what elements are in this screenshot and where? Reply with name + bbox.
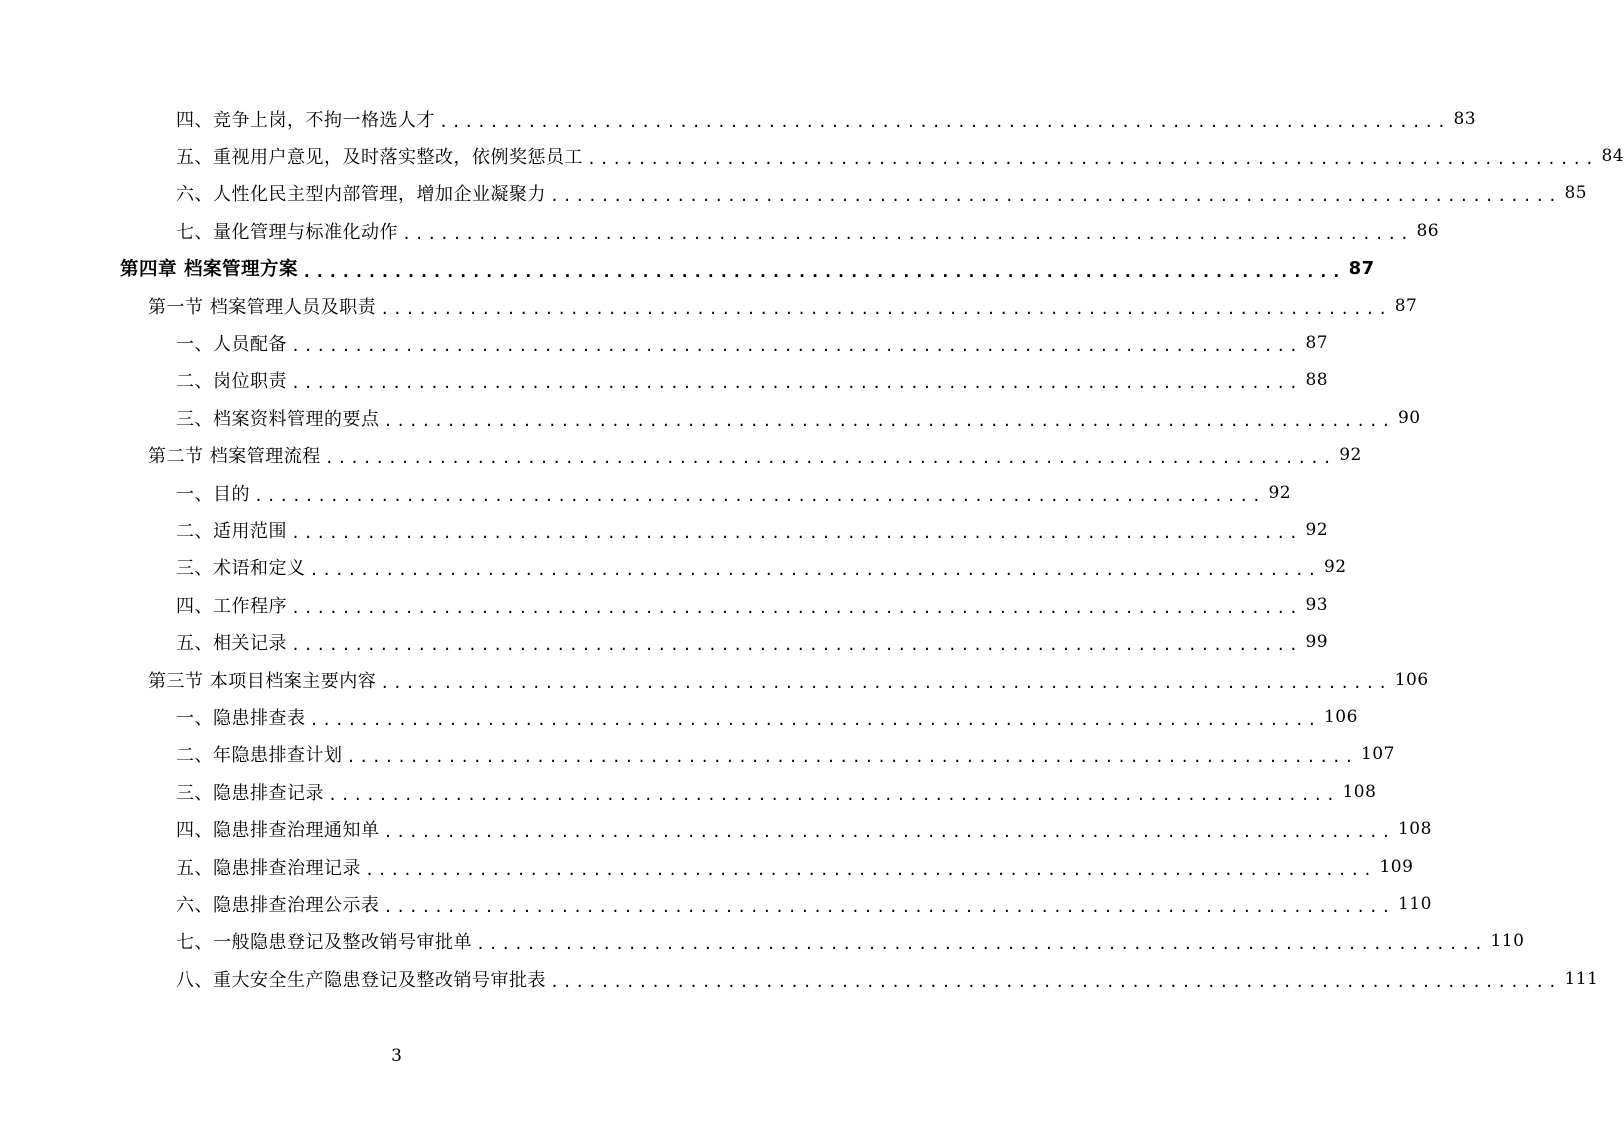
toc-entry[interactable] [0, 810, 1432, 847]
toc-entry[interactable] [0, 511, 1329, 548]
toc-entry[interactable] [0, 923, 1525, 960]
toc-entry-page: 111 [1564, 968, 1599, 989]
toc-entry[interactable] [0, 362, 1329, 399]
toc-leader-dots: ................................................................................ [309, 710, 1320, 729]
toc-entry-page: 92 [1323, 557, 1347, 578]
toc-entry-title: 一、目的 [176, 483, 250, 505]
page-number: 3 [391, 1046, 402, 1066]
toc-entry-title: 一、隐患排查表 [176, 707, 306, 729]
toc-leader-dots: ................................................................................ [291, 598, 1302, 617]
toc-leader-dots: ................................................................................ [550, 972, 1561, 991]
toc-entry[interactable] [0, 623, 1329, 660]
toc-entry-page: 88 [1305, 370, 1329, 391]
toc-entry-title: 六、隐患排查治理公示表 [176, 894, 380, 916]
toc-entry-page: 108 [1342, 781, 1377, 802]
toc-chapter-title: 第四章 档案管理方案 [120, 259, 298, 281]
toc-entry-title: 四、竞争上岗，不拘一格选人才 [176, 109, 435, 131]
toc-entry-page: 106 [1323, 706, 1358, 727]
toc-leader-dots: ................................................................................ [439, 112, 1450, 131]
toc-entry[interactable] [0, 212, 1440, 249]
toc-entry-page: 108 [1397, 819, 1432, 840]
toc-section-entry[interactable] [0, 661, 1429, 698]
toc-entry[interactable] [0, 960, 1599, 997]
toc-entry-title: 四、工作程序 [176, 595, 287, 617]
toc-entry-title: 二、适用范围 [176, 520, 287, 542]
toc-chapter-page: 87 [1348, 257, 1375, 279]
toc-section-page: 92 [1339, 445, 1362, 466]
toc-entry-page: 83 [1453, 108, 1477, 129]
toc-entry-page: 99 [1305, 632, 1329, 653]
toc-entry-title: 二、年隐患排查计划 [176, 745, 343, 767]
toc-leader-dots: ................................................................................ [324, 449, 1336, 468]
toc-leader-dots: ................................................................................ [402, 224, 1413, 243]
toc-entry-title: 三、术语和定义 [176, 558, 306, 580]
toc-leader-dots: ................................................................................ [476, 935, 1487, 954]
toc-entry-title: 五、重视用户意见，及时落实整改，依例奖惩员工 [176, 147, 583, 169]
toc-section-title: 第一节 档案管理人员及职责 [148, 296, 377, 318]
toc-entry-title: 七、量化管理与标准化动作 [176, 221, 398, 243]
table-of-contents [0, 100, 1624, 997]
toc-leader-dots: ................................................................................ [346, 748, 1357, 767]
toc-entry[interactable] [0, 175, 1588, 212]
toc-entry-title: 七、一般隐患登记及整改销号审批单 [176, 932, 472, 954]
toc-chapter-entry[interactable] [0, 250, 1375, 287]
toc-entry-page: 85 [1564, 183, 1588, 204]
toc-entry-page: 107 [1360, 744, 1395, 765]
toc-section-entry[interactable] [0, 287, 1418, 324]
toc-entry[interactable] [0, 324, 1329, 361]
toc-entry[interactable] [0, 848, 1414, 885]
toc-entry-page: 92 [1268, 482, 1292, 503]
toc-entry-page: 90 [1397, 407, 1421, 428]
toc-entry[interactable] [0, 586, 1329, 623]
toc-section-title: 第三节 本项目档案主要内容 [148, 670, 377, 692]
toc-entry-page: 110 [1397, 893, 1432, 914]
toc-entry[interactable] [0, 549, 1347, 586]
toc-leader-dots: ................................................................................ [291, 636, 1302, 655]
toc-leader-dots: ................................................................................ [383, 823, 1394, 842]
toc-entry[interactable] [0, 474, 1292, 511]
toc-entry-page: 86 [1416, 220, 1440, 241]
toc-leader-dots: ................................................................................ [291, 374, 1302, 393]
toc-leader-dots: ................................................................................ [550, 187, 1561, 206]
toc-entry-page: 109 [1379, 856, 1414, 877]
toc-leader-dots: ................................................................................ [309, 561, 1320, 580]
toc-entry-page: 87 [1305, 333, 1329, 354]
toc-entry-page: 110 [1490, 931, 1525, 952]
toc-section-page: 87 [1394, 295, 1418, 316]
toc-entry-title: 四、隐患排查治理通知单 [176, 820, 380, 842]
toc-entry-title: 二、岗位职责 [176, 371, 287, 393]
toc-entry-title: 五、相关记录 [176, 633, 287, 655]
toc-entry[interactable] [0, 773, 1377, 810]
toc-entry-title: 八、重大安全生产隐患登记及整改销号审批表 [176, 969, 546, 991]
toc-entry[interactable] [0, 137, 1624, 174]
toc-section-entry[interactable] [0, 437, 1362, 474]
toc-leader-dots: ................................................................................ [328, 785, 1339, 804]
toc-entry-title: 三、隐患排查记录 [176, 782, 324, 804]
toc-leader-dots: ................................................................................ [291, 337, 1302, 356]
toc-section-title: 第二节 档案管理流程 [148, 446, 321, 468]
toc-leader-dots: ................................................................................ [365, 860, 1376, 879]
toc-entry[interactable] [0, 885, 1432, 922]
toc-leader-dots: ................................................................................ [383, 411, 1394, 430]
toc-leader-dots: ................................................................................ [380, 673, 1391, 692]
toc-entry[interactable] [0, 399, 1421, 436]
toc-leader-dots: ................................................................................ [383, 897, 1394, 916]
toc-entry[interactable] [0, 736, 1395, 773]
toc-entry-page: 92 [1305, 519, 1329, 540]
toc-entry-page: 84 [1601, 146, 1624, 167]
toc-entry[interactable] [0, 100, 1477, 137]
toc-leader-dots: ................................................................................ [380, 299, 1391, 318]
toc-entry-title: 一、人员配备 [176, 334, 287, 356]
toc-leader-dots: ................................................................................ [254, 486, 1265, 505]
toc-leader-dots: ................................................................................ [301, 261, 1345, 281]
toc-entry-title: 三、档案资料管理的要点 [176, 408, 380, 430]
toc-entry-title: 五、隐患排查治理记录 [176, 857, 361, 879]
toc-entry-title: 六、人性化民主型内部管理，增加企业凝聚力 [176, 184, 546, 206]
toc-entry-page: 93 [1305, 594, 1329, 615]
toc-leader-dots: ................................................................................ [587, 150, 1598, 169]
toc-section-page: 106 [1394, 669, 1429, 690]
toc-entry[interactable] [0, 698, 1358, 735]
toc-leader-dots: ................................................................................ [291, 523, 1302, 542]
